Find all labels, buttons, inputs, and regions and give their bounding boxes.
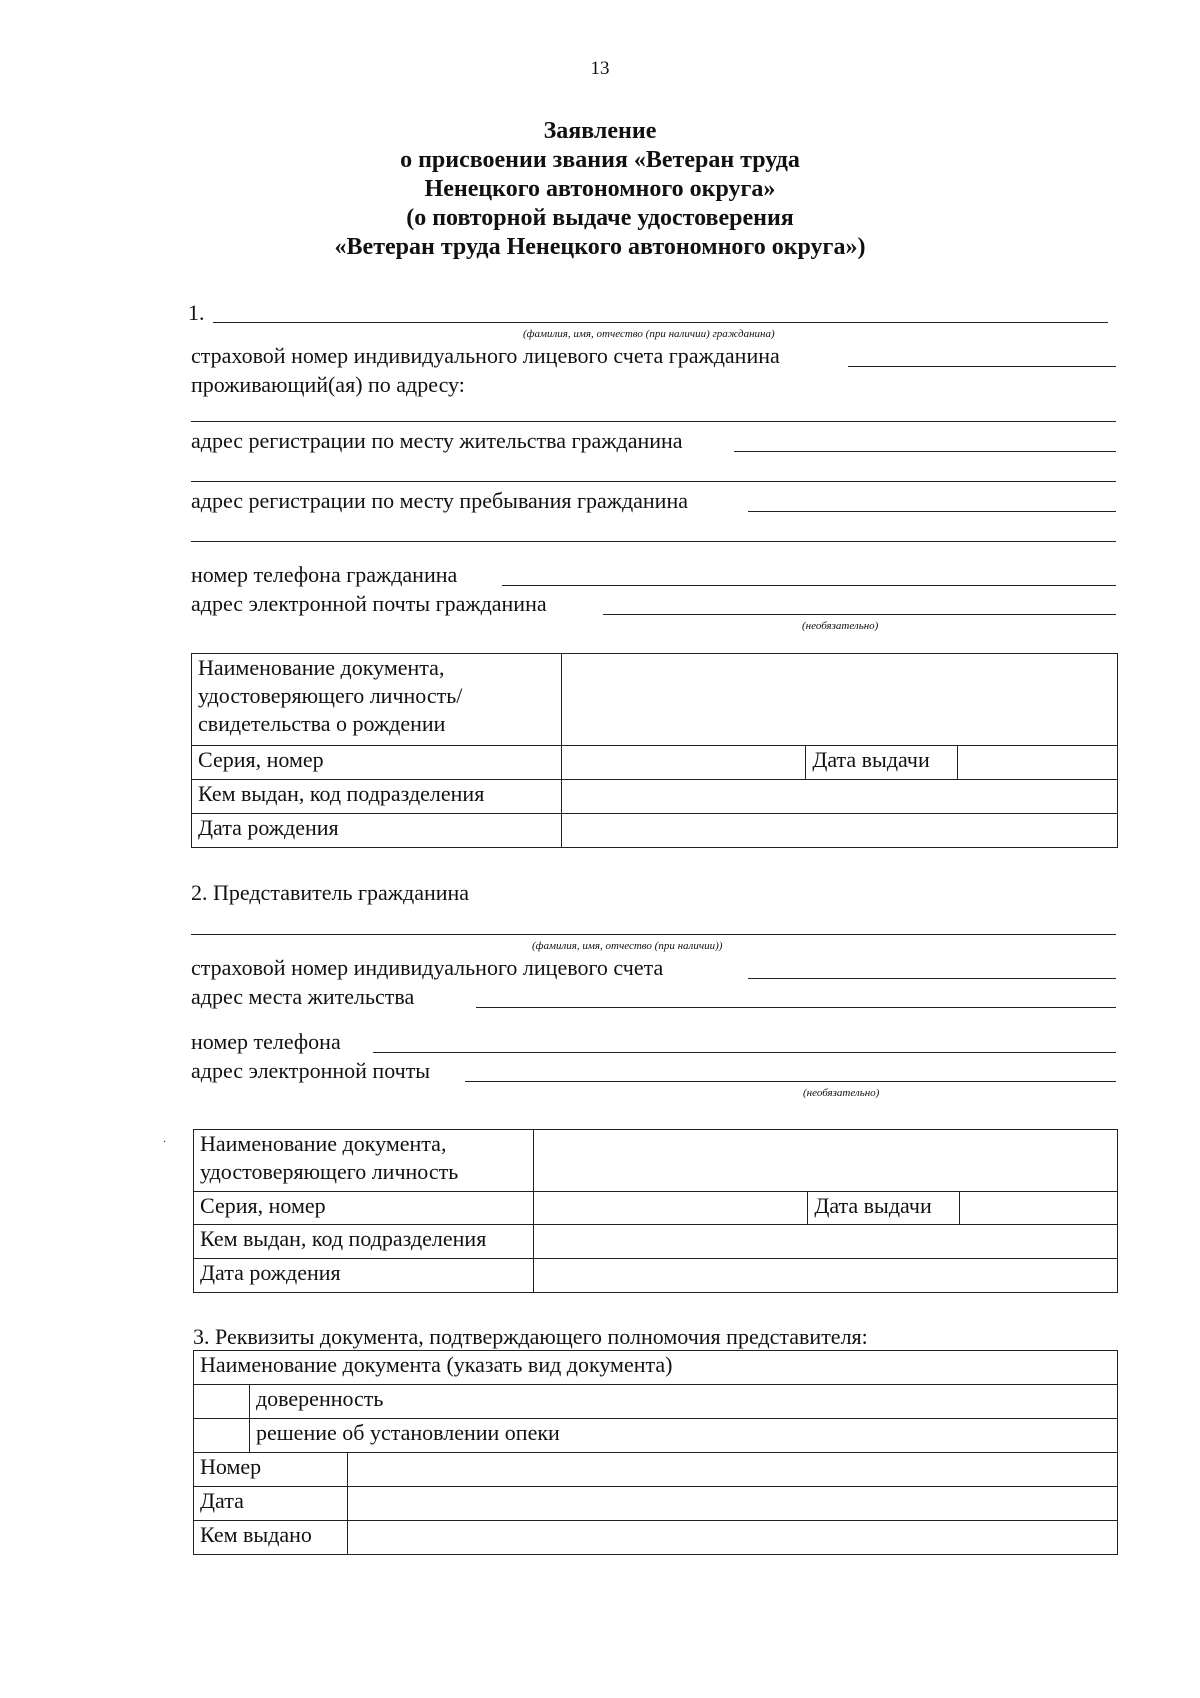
representative-phone-label: номер телефона <box>191 1029 341 1054</box>
authority-number-value[interactable] <box>347 1453 1117 1487</box>
guardianship-label: решение об установлении опеки <box>249 1419 1117 1453</box>
representative-id-document-table <box>193 1129 1118 1293</box>
citizen-phone-field[interactable] <box>502 585 1116 586</box>
birth-date-label: Дата рождения <box>194 1259 534 1293</box>
representative-snils-field[interactable] <box>748 978 1116 979</box>
citizen-id-document-table <box>191 653 1118 848</box>
doc-name-cell: Наименование документа, удостоверяющего личность/ свидетельства о рождении <box>192 654 562 746</box>
title-line-2: о присвоении звания «Ветеран труда <box>400 147 800 173</box>
table-row <box>192 746 1118 780</box>
citizen-email-optional-note: (необязательно) <box>802 620 879 632</box>
table-row <box>194 1521 1118 1555</box>
representative-email-field[interactable] <box>465 1081 1116 1082</box>
scan-mark: · <box>163 1137 167 1148</box>
representative-phone-field[interactable] <box>373 1052 1116 1053</box>
representative-snils-label: страховой номер индивидуального лицевого счета <box>191 955 664 980</box>
table-row <box>192 814 1118 848</box>
table-row <box>194 1453 1118 1487</box>
citizen-snils-field[interactable] <box>848 366 1116 367</box>
issue-date-label: Дата выдачи <box>808 1192 960 1225</box>
table-row <box>194 1351 1118 1385</box>
section3-heading: 3. Реквизиты документа, подтверждающего полномочия представителя: <box>193 1324 868 1349</box>
table-row <box>194 1385 1118 1419</box>
authority-issued-by-value[interactable] <box>347 1521 1117 1555</box>
power-of-attorney-label: доверенность <box>249 1385 1117 1419</box>
issue-date-label: Дата выдачи <box>806 746 958 780</box>
birth-date-value[interactable] <box>561 814 1117 848</box>
citizen-reg-stay-field[interactable] <box>748 511 1116 512</box>
table-row <box>194 1130 1118 1192</box>
document-title <box>0 117 1200 262</box>
guardianship-checkbox[interactable] <box>194 1419 250 1453</box>
representative-name-note: (фамилия, имя, отчество (при наличии)) <box>532 940 723 952</box>
citizen-name-field[interactable] <box>213 322 1108 323</box>
citizen-reg-residence-field[interactable] <box>734 451 1116 452</box>
issued-by-label: Кем выдан, код подразделения <box>194 1225 534 1259</box>
doc-name-cell: Наименование документа, удостоверяющего личность <box>194 1130 534 1192</box>
title-line-1: Заявление <box>543 118 657 144</box>
birth-date-label: Дата рождения <box>192 814 562 848</box>
citizen-name-note: (фамилия, имя, отчество (при наличии) гражданина) <box>523 328 775 340</box>
authority-issued-by-label: Кем выдано <box>194 1521 348 1555</box>
citizen-email-field[interactable] <box>603 614 1116 615</box>
section2-heading: 2. Представитель гражданина <box>191 880 470 905</box>
series-number-label: Серия, номер <box>192 746 562 780</box>
citizen-reg-stay-label: адрес регистрации по месту пребывания гражданина <box>191 488 688 513</box>
authority-date-label: Дата <box>194 1487 348 1521</box>
power-of-attorney-checkbox[interactable] <box>194 1385 250 1419</box>
birth-date-value[interactable] <box>533 1259 1117 1293</box>
table-row <box>194 1419 1118 1453</box>
table-row <box>194 1192 1118 1225</box>
table-row <box>192 654 1118 746</box>
table-row <box>194 1225 1118 1259</box>
citizen-address-field[interactable] <box>191 421 1116 422</box>
citizen-snils-label: страховой номер индивидуального лицевого счета гражданина <box>191 343 780 368</box>
title-line-4: (о повторной выдаче удостоверения <box>406 205 794 231</box>
issue-date-value[interactable] <box>960 1192 1118 1225</box>
series-number-value[interactable] <box>533 1192 808 1225</box>
representative-residence-label: адрес места жительства <box>191 984 415 1009</box>
table-row <box>192 780 1118 814</box>
representative-residence-field[interactable] <box>476 1007 1116 1008</box>
representative-email-optional-note: (необязательно) <box>803 1087 880 1099</box>
table-row <box>194 1487 1118 1521</box>
doc-name-value[interactable] <box>533 1130 1117 1192</box>
authority-doc-name-label: Наименование документа (указать вид документа) <box>194 1351 1118 1385</box>
citizen-email-label: адрес электронной почты гражданина <box>191 591 547 616</box>
authority-document-table <box>193 1350 1118 1555</box>
authority-number-label: Номер <box>194 1453 348 1487</box>
authority-date-value[interactable] <box>347 1487 1117 1521</box>
citizen-reg-stay-field-2[interactable] <box>191 541 1116 542</box>
title-line-3: Ненецкого автономного округа» <box>424 176 776 202</box>
citizen-reg-residence-field-2[interactable] <box>191 481 1116 482</box>
citizen-address-label: проживающий(ая) по адресу: <box>191 372 465 397</box>
page-number: 13 <box>590 58 610 79</box>
issued-by-value[interactable] <box>561 780 1117 814</box>
table-row <box>194 1259 1118 1293</box>
issued-by-value[interactable] <box>533 1225 1117 1259</box>
doc-name-value[interactable] <box>561 654 1117 746</box>
representative-email-label: адрес электронной почты <box>191 1058 431 1083</box>
series-number-label: Серия, номер <box>194 1192 534 1225</box>
citizen-reg-residence-label: адрес регистрации по месту жительства гражданина <box>191 428 683 453</box>
title-line-5: «Ветеран труда Ненецкого автономного округа») <box>334 234 866 260</box>
series-number-value[interactable] <box>561 746 806 780</box>
representative-name-field[interactable] <box>191 934 1116 935</box>
issue-date-value[interactable] <box>958 746 1118 780</box>
section1-number: 1. <box>188 300 205 325</box>
issued-by-label: Кем выдан, код подразделения <box>192 780 562 814</box>
citizen-phone-label: номер телефона гражданина <box>191 562 458 587</box>
